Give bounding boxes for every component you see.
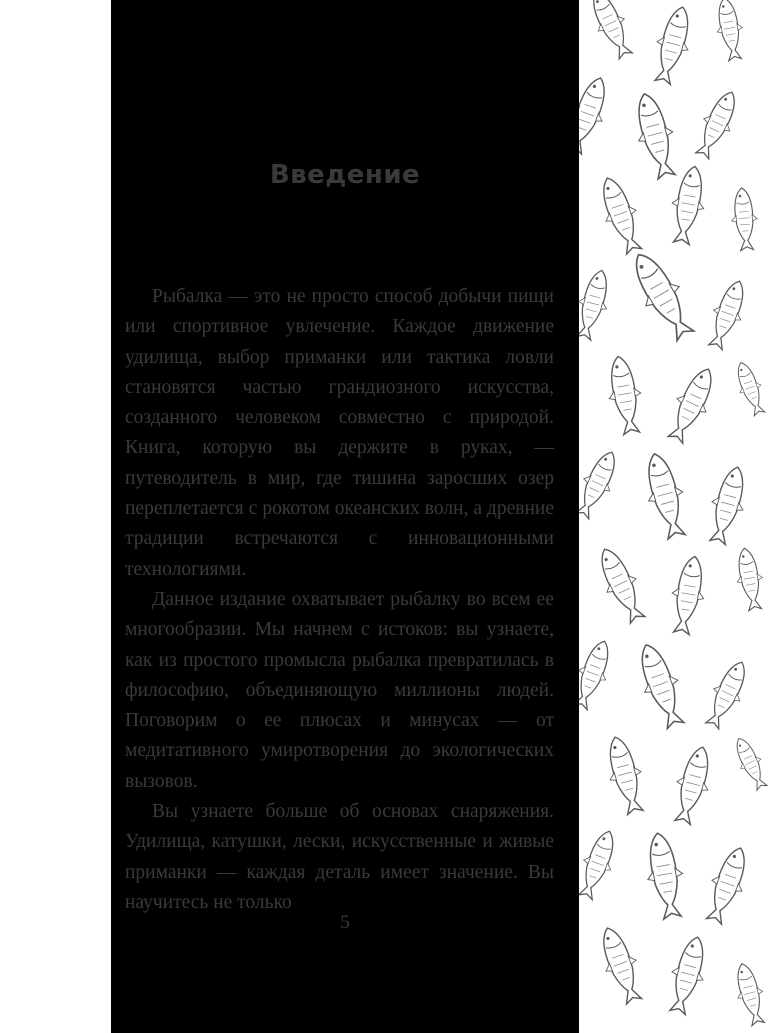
fish-drawing: [647, 3, 698, 87]
fish-drawing: [592, 923, 649, 1007]
fish-drawing: [637, 449, 693, 541]
fish-drawing: [729, 734, 768, 793]
chapter-title: Введение: [269, 160, 421, 190]
fish-pattern-icon: [579, 0, 768, 1033]
fish-drawing: [590, 542, 652, 626]
paragraph-1: Рыбалка — это не просто способ добычи пищи или спортивное увлечение. Каждое движение удилища, выбор приманки или тактика ловли становятся частью грандиозного искусства, созданного человеком совместно с природой. Книга, которую вы держите в руках, — путеводитель в мир, где тишина заросших озер переплетается с рокотом океанских волн, а древние традиции встречаются с инновационными технологиями.: [125, 286, 554, 580]
text-page: [111, 0, 579, 1033]
page-number: 5: [340, 912, 350, 933]
fish-drawing: [630, 639, 692, 732]
fish-drawing: [730, 359, 768, 418]
body-text: [125, 282, 554, 918]
fish-drawing: [622, 245, 702, 345]
fish-drawing: [702, 276, 753, 352]
fish-drawing: [600, 733, 651, 817]
fish-drawing: [579, 826, 623, 902]
fish-drawing: [689, 86, 745, 162]
fish-drawing: [602, 354, 647, 436]
fish-drawing: [699, 843, 756, 927]
fish-drawing: [662, 933, 713, 1017]
fish-drawing: [579, 446, 625, 522]
fish-drawing: [661, 362, 723, 446]
fish-drawing: [666, 164, 711, 246]
fish-drawing: [729, 187, 760, 251]
fish-drawing: [627, 89, 683, 181]
fish-drawing: [592, 173, 649, 257]
fish-drawing: [579, 73, 616, 157]
fish-drawing: [699, 656, 755, 732]
paragraph-2: Данное издание охватывает рыбалку во всем ее многообразии. Мы начнем с истоков: вы узнаете, как из простого промысла рыбалка превратилась в философию, объединяющую миллионы людей. Поговорим о ее плюсах и минусах — от медитативного умиротворения до экологических вызовов.: [125, 588, 554, 792]
fish-pattern-illustration: [579, 0, 768, 1033]
fish-drawing: [732, 546, 768, 612]
fish-drawing: [583, 0, 639, 62]
fish-drawing: [640, 830, 690, 921]
fish-drawing: [730, 960, 768, 1027]
fish-drawing: [579, 636, 618, 712]
fish-drawing: [712, 0, 748, 62]
paragraph-3: Вы узнаете больше об основах снаряжения. Удилища, катушки, лески, искусственные и живые приманки — каждая деталь имеет значение. Вы научитесь не только: [125, 801, 554, 913]
fish-drawing: [579, 267, 616, 342]
fish-drawing: [667, 743, 718, 827]
fish-drawing: [702, 463, 753, 547]
fish-drawing: [666, 554, 711, 636]
